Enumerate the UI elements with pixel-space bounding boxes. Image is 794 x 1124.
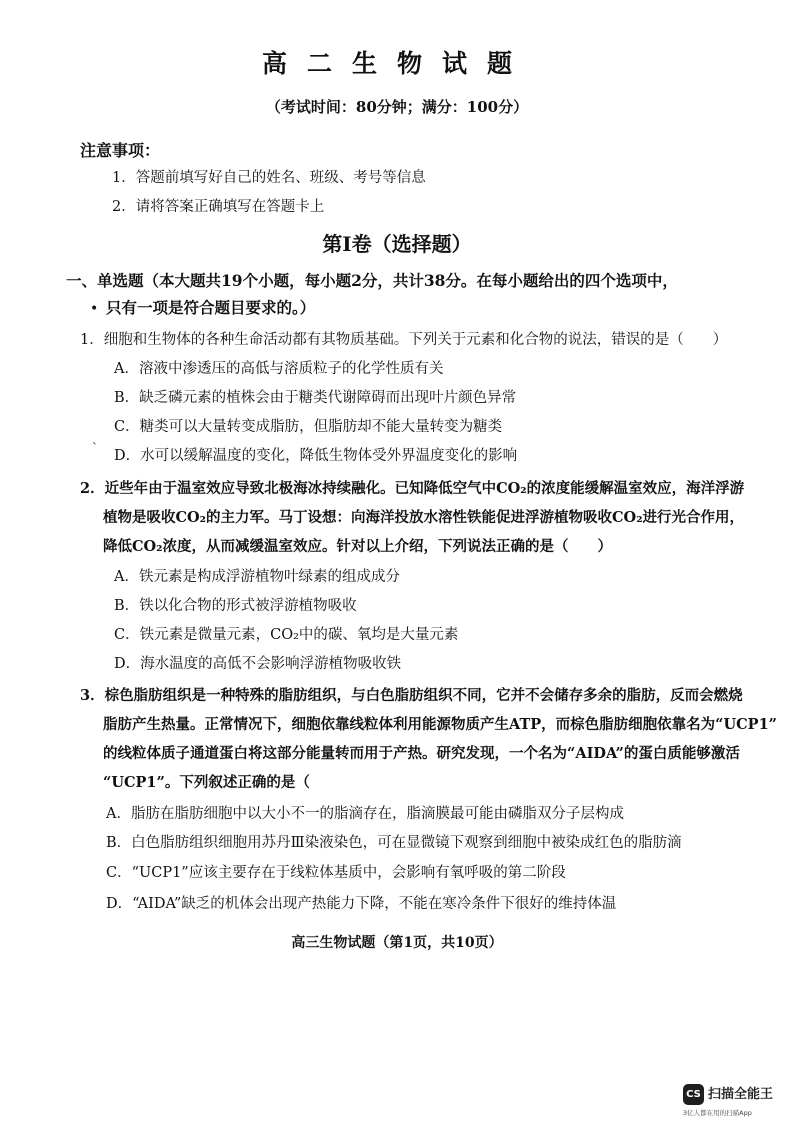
scan-speck: ` [92,441,98,455]
question-3-option-c: C．“UCP1”应该主要存在于线粒体基质中，会影响有氧呼吸的第二阶段 [106,865,566,881]
question-2-option-b: B．铁以化合物的形式被浮游植物吸收 [114,598,357,614]
question-1-option-d: D．水可以缓解温度的变化，降低生物体受外界温度变化的影响 [114,448,518,464]
question-1-option-c: C．糖类可以大量转变成脂肪，但脂肪却不能大量转变为糖类 [114,419,503,435]
question-1-option-b: B．缺乏磷元素的植株会由于糖类代谢障碍而出现叶片颜色异常 [114,390,517,406]
notice-item: 1．答题前填写好自己的姓名、班级、考号等信息 [112,170,426,186]
question-3-stem: “UCP1”。下列叙述正确的是（ [103,774,310,791]
notice-item: 2．请将答案正确填写在答题卡上 [112,199,325,215]
section-title: 第Ⅰ卷（选择题） [322,232,472,256]
page-footer: 高三生物试题（第1页，共10页） [291,935,503,951]
question-3-option-d: D．“AIDA”缺乏的机体会出现产热能力下降，不能在寒冷条件下很好的维持体温 [106,896,617,912]
exam-info: （考试时间：80分钟；满分：100分） [265,98,529,116]
question-2-stem: 2．近些年由于温室效应导致北极海冰持续融化。已知降低空气中CO₂的浓度能缓解温室效应，海洋浮游 [80,480,745,497]
question-3-option-b: B．白色脂肪组织细胞用苏丹Ⅲ染液染色，可在显微镜下观察到细胞中被染成红色的脂肪滴 [106,835,682,851]
scan-speck: • [90,301,99,317]
question-2-stem: 降低CO₂浓度，从而减缓温室效应。针对以上介绍，下列说法正确的是（ ） [103,538,613,555]
page-title: 高二生物试题 [261,49,532,78]
question-3-option-a: A．脂肪在脂肪细胞中以大小不一的脂滴存在，脂滴膜最可能由磷脂双分子层构成 [106,806,624,822]
question-1-stem: 1．细胞和生物体的各种生命活动都有其物质基础。下列关于元素和化合物的说法，错误的是（ ） [80,332,728,348]
question-3-stem: 3．棕色脂肪组织是一种特殊的脂肪组织，与白色脂肪组织不同，它并不会储存多余的脂肪，反而会燃烧 [80,687,743,704]
question-3-stem: 脂肪产生热量。正常情况下，细胞依靠线粒体利用能源物质产生ATP，而棕色脂肪细胞依靠名为“UCP1” [103,716,778,733]
notice-heading: 注意事项： [80,141,161,160]
question-2-option-c: C．铁元素是微量元素，CO₂中的碳、氧均是大量元素 [114,627,459,643]
question-2-option-d: D．海水温度的高低不会影响浮游植物吸收铁 [114,656,402,672]
question-2-stem: 植物是吸收CO₂的主力军。马丁设想：向海洋投放水溶性铁能促进浮游植物吸收CO₂进行光合作用， [103,509,745,526]
scanner-tagline: 3亿人都在用的扫描App [683,1109,752,1117]
section-description: 只有一项是符合题目要求的。） [106,298,316,317]
section-description: 一、单选题（本大题共19个小题，每小题2分，共计38分。在每小题给出的四个选项中， [66,271,678,290]
question-2-option-a: A．铁元素是构成浮游植物叶绿素的组成成分 [114,569,400,585]
question-1-option-a: A．溶液中渗透压的高低与溶质粒子的化学性质有关 [114,361,444,377]
camscanner-logo-icon: CS [683,1084,704,1105]
question-3-stem: 的线粒体质子通道蛋白将这部分能量转而用于产热。研究发现，一个名为“AIDA”的蛋白质能够激活 [103,745,740,762]
scanner-app-name: 扫描全能王 [708,1087,774,1102]
